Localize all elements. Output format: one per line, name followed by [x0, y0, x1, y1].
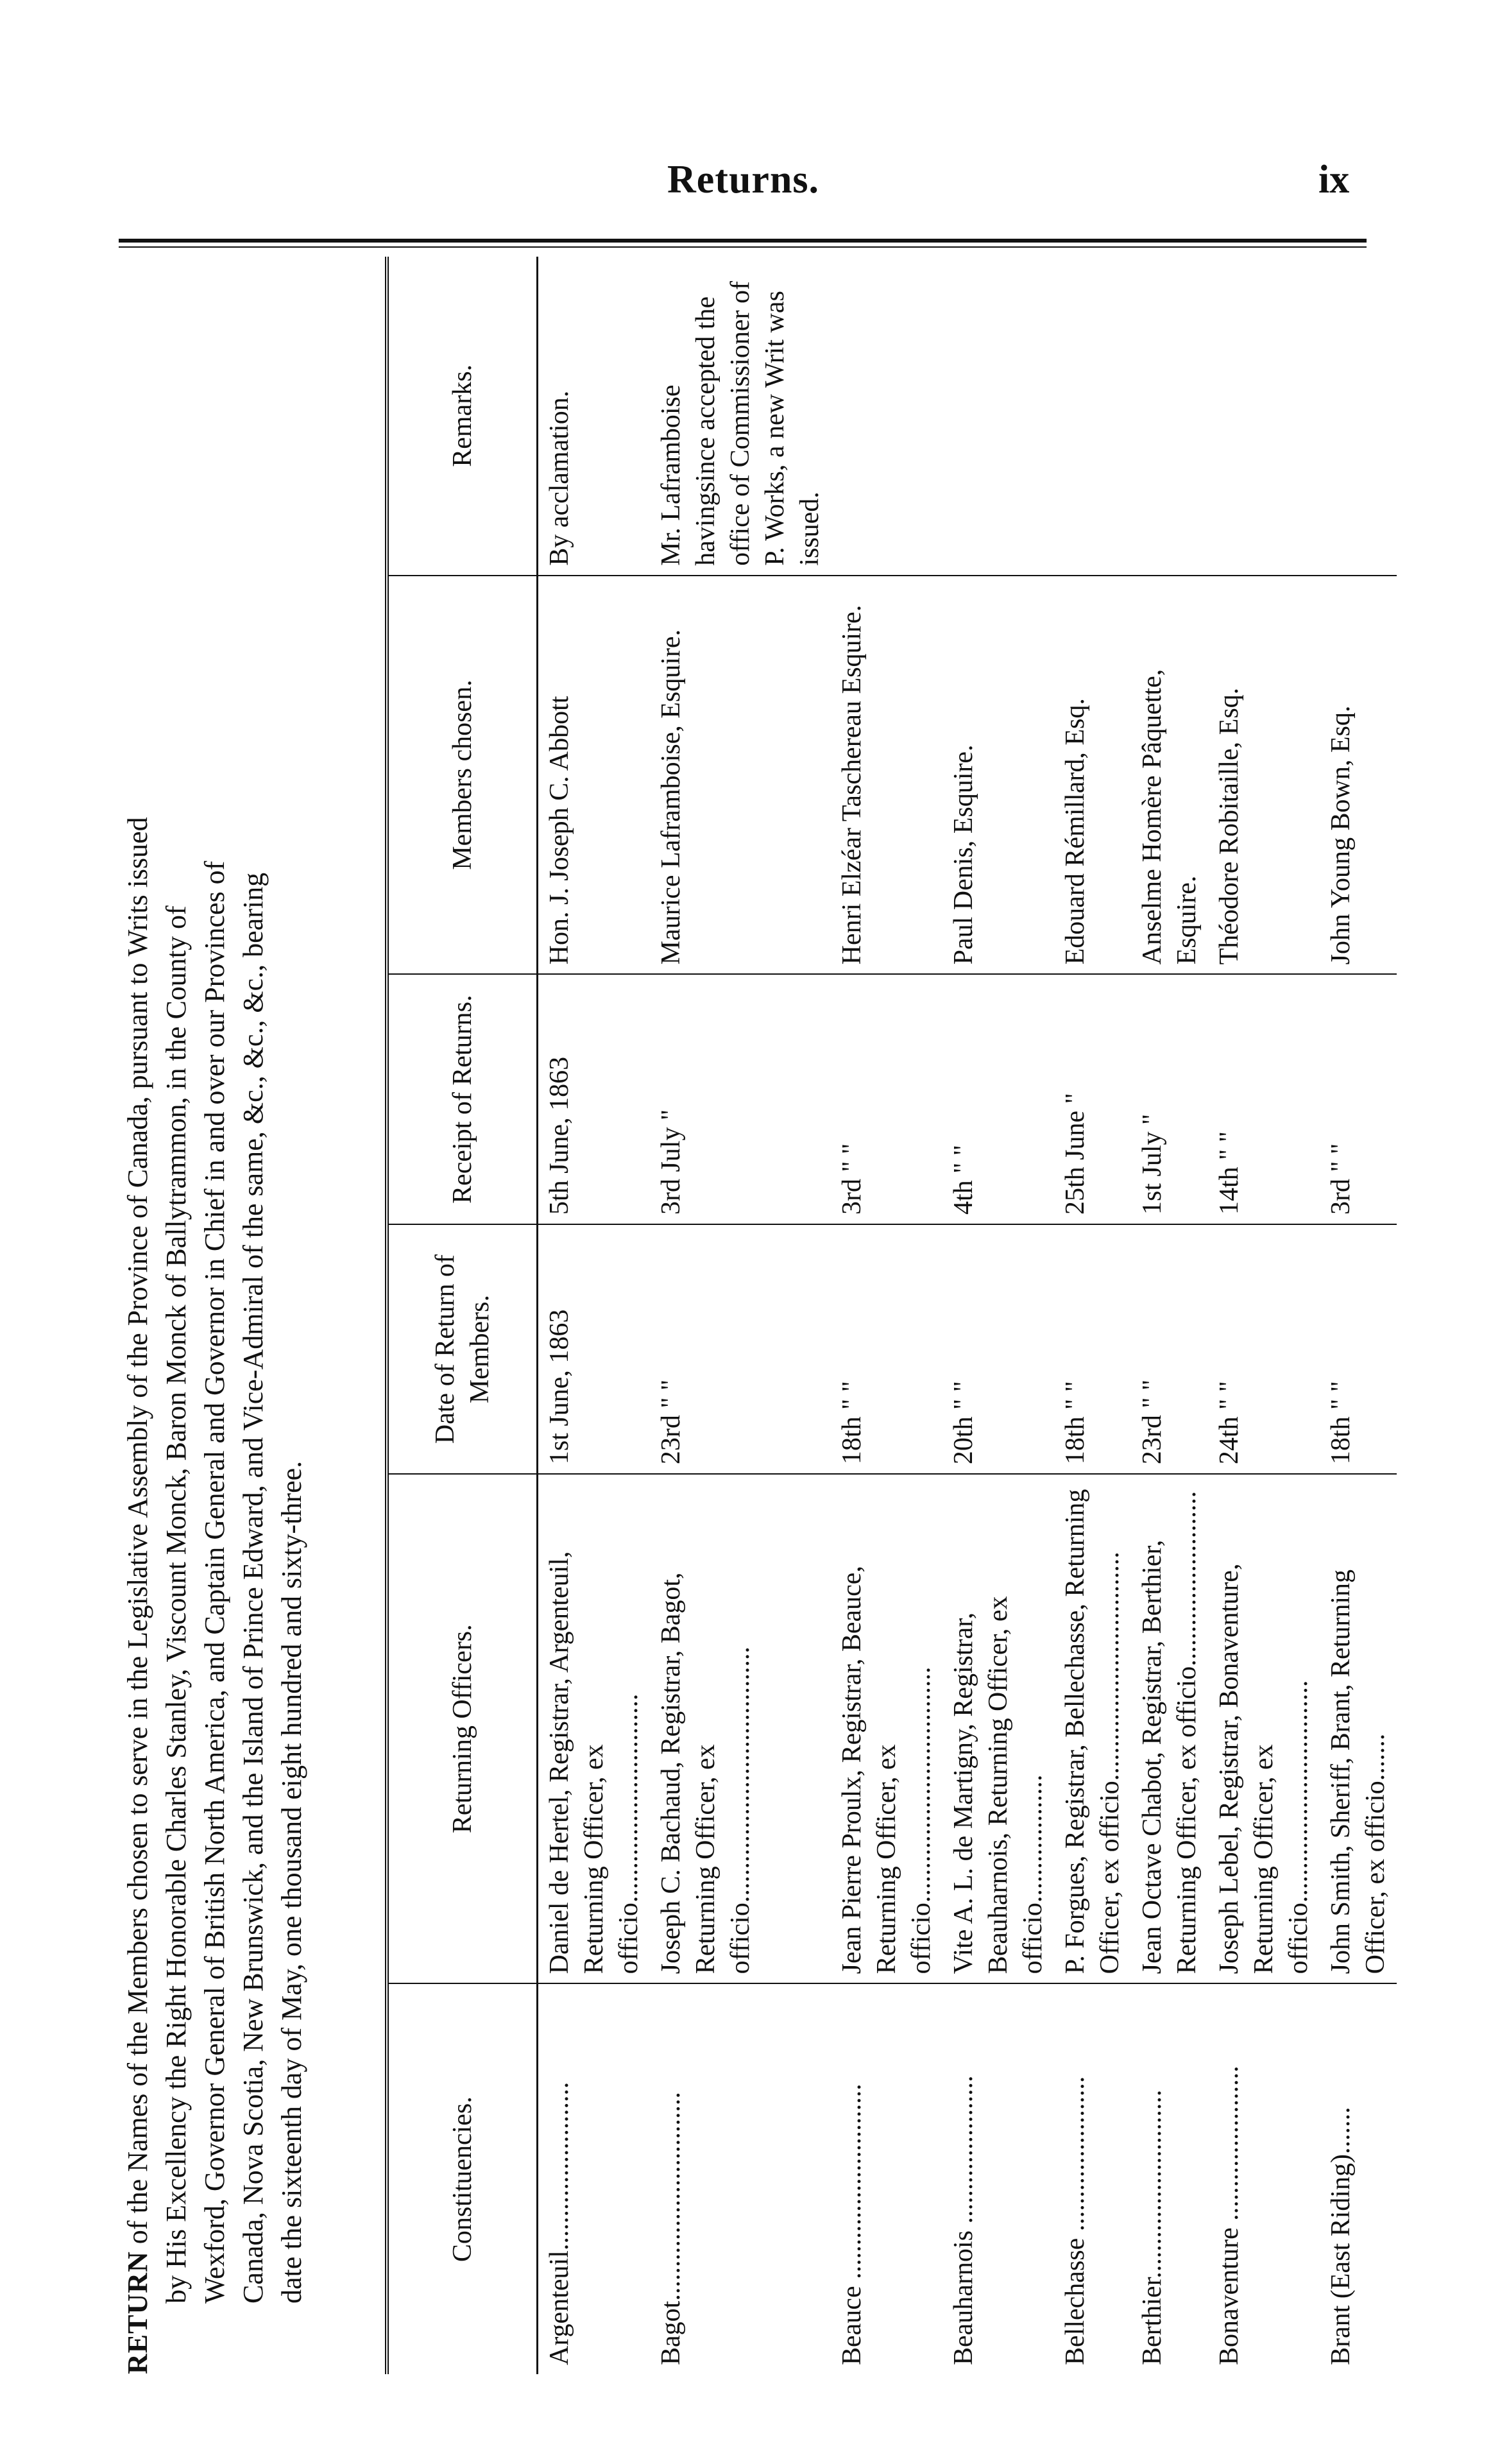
date-cell: 18th " " [831, 1224, 942, 1474]
constituency-cell: Beauharnois ...................... [942, 1983, 1054, 2374]
constituency-cell: Bellechasse ....................... [1054, 1983, 1131, 2374]
receipt-cell: 5th June, 1863 [538, 974, 651, 1224]
header-returning-officers: Returning Officers. [387, 1474, 538, 1983]
remark-cell [1320, 257, 1397, 576]
header-members-chosen: Members chosen. [387, 576, 538, 975]
receipt-cell: 3rd " " [831, 974, 942, 1224]
intro-line-4: Canada, Nova Scotia, New Brunswick, and the Island of Prince Edward, and Vice-Admiral of the same, &c., &c., &c., bearing [237, 872, 269, 2304]
receipt-cell: 3rd July " [650, 974, 831, 1224]
officer-cell: P. Forgues, Registrar, Bellechasse, Returning Officer, ex officio.................................. [1054, 1474, 1131, 1983]
table-row [942, 257, 1054, 2374]
officer-cell: Joseph Lebel, Registrar, Bonaventure, Returning Officer, ex officio................................. [1208, 1474, 1320, 1983]
receipt-cell: 4th " " [942, 974, 1054, 1224]
header-rule-thin [119, 246, 1367, 248]
intro-paragraph [119, 257, 311, 2374]
remark-cell [1131, 257, 1208, 576]
officer-cell: John Smith, Sheriff, Brant, Returning Officer, ex officio....... [1320, 1474, 1397, 1983]
header-remarks: Remarks. [387, 257, 538, 576]
date-cell: 1st June, 1863 [538, 1224, 651, 1474]
officer-cell: Jean Pierre Proulx, Registrar, Beauce, Returning Officer, ex officio................................... [831, 1474, 942, 1983]
date-cell: 24th " " [1208, 1224, 1320, 1474]
constituency-cell: Argenteuil......................... [538, 1983, 651, 2374]
receipt-cell: 25th June " [1054, 974, 1131, 1224]
header-constituencies: Constituencies. [387, 1983, 538, 2374]
officer-cell: Jean Octave Chabot, Registrar, Berthier, Returning Officer, ex officio.......................... [1131, 1474, 1208, 1983]
receipt-cell: 3rd " " [1320, 974, 1397, 1224]
intro-line-3: Wexford, Governor General of British North America, and Captain General and Governor in Chief in and over our Provinces of [199, 860, 230, 2304]
table-row [1320, 257, 1397, 2374]
table-header-row [387, 257, 538, 2374]
page-number: ix [1318, 158, 1350, 201]
constituency-cell: Beauce ............................. [831, 1983, 942, 2374]
constituency-cell: Brant (East Riding)....... [1320, 1983, 1397, 2374]
intro-line-1: of the Names of the Members chosen to serve in the Legislative Assembly of the Province of Canada, pursuant to Writs issued [122, 817, 153, 2245]
returns-table [385, 257, 1397, 2374]
member-cell: Paul Denis, Esquire. [942, 576, 1054, 975]
rotated-page-content [103, 257, 1390, 2374]
header-date-of-return: Date of Return of Members. [387, 1224, 538, 1474]
intro-line-2: by His Excellency the Right Honorable Charles Stanley, Viscount Monck, Baron Monck of Ballytrammon, in the County of [160, 905, 192, 2304]
remark-cell: By acclamation. [545, 390, 574, 566]
date-cell: 18th " " [1320, 1224, 1397, 1474]
member-cell: Edouard Rémillard, Esq. [1054, 576, 1131, 975]
table-row [538, 257, 651, 2374]
remark-cell [831, 257, 942, 576]
date-cell: 23rd " " [1131, 1224, 1208, 1474]
remark-cell: Mr. Laframboise havingsince accepted the office of Commissioner of P. Works, a new Writ was issued. [656, 281, 824, 566]
officer-cell: Joseph C. Bachaud, Registrar, Bagot, Returning Officer, ex officio...................................... [650, 1474, 831, 1983]
constituency-cell: Bagot............................... [650, 1983, 831, 2374]
member-cell: Anselme Homère Pâquette, Esquire. [1131, 576, 1208, 975]
remark-cell [942, 257, 1054, 576]
member-cell: Henri Elzéar Taschereau Esquire. [831, 576, 942, 975]
header-receipt-of-returns: Receipt of Returns. [387, 974, 538, 1224]
table-row [1208, 257, 1320, 2374]
remark-cell [1054, 257, 1131, 576]
constituency-cell: Berthier............................ [1131, 1983, 1208, 2374]
member-cell: Maurice Laframboise, Esquire. [650, 576, 831, 975]
member-cell: John Young Bown, Esq. [1320, 576, 1397, 975]
member-cell: Théodore Robitaille, Esq. [1208, 576, 1320, 975]
receipt-cell: 1st July " [1131, 974, 1208, 1224]
receipt-cell: 14th " " [1208, 974, 1320, 1224]
date-cell: 20th " " [942, 1224, 1054, 1474]
remark-cell [1208, 257, 1320, 576]
officer-cell: Daniel de Hertel, Registrar, Argenteuil, Returning Officer, ex officio............................... [538, 1474, 651, 1983]
table-row [831, 257, 942, 2374]
table-row [1131, 257, 1208, 2374]
intro-lead: RETURN [122, 2251, 153, 2374]
member-cell: Hon. J. Joseph C. Abbott [538, 576, 651, 975]
page-title: Returns. [667, 158, 820, 201]
constituency-cell: Bonaventure ....................... [1208, 1983, 1320, 2374]
officer-cell: Vite A. L. de Martigny, Registrar, Beauharnois, Returning Officer, ex officio................... [942, 1474, 1054, 1983]
table-row [650, 257, 831, 2374]
table-row [1054, 257, 1131, 2374]
header-rule [119, 239, 1367, 243]
date-cell: 23rd " " [650, 1224, 831, 1474]
intro-line-5: date the sixteenth day of May, one thousand eight hundred and sixty-three. [276, 1460, 307, 2304]
date-cell: 18th " " [1054, 1224, 1131, 1474]
